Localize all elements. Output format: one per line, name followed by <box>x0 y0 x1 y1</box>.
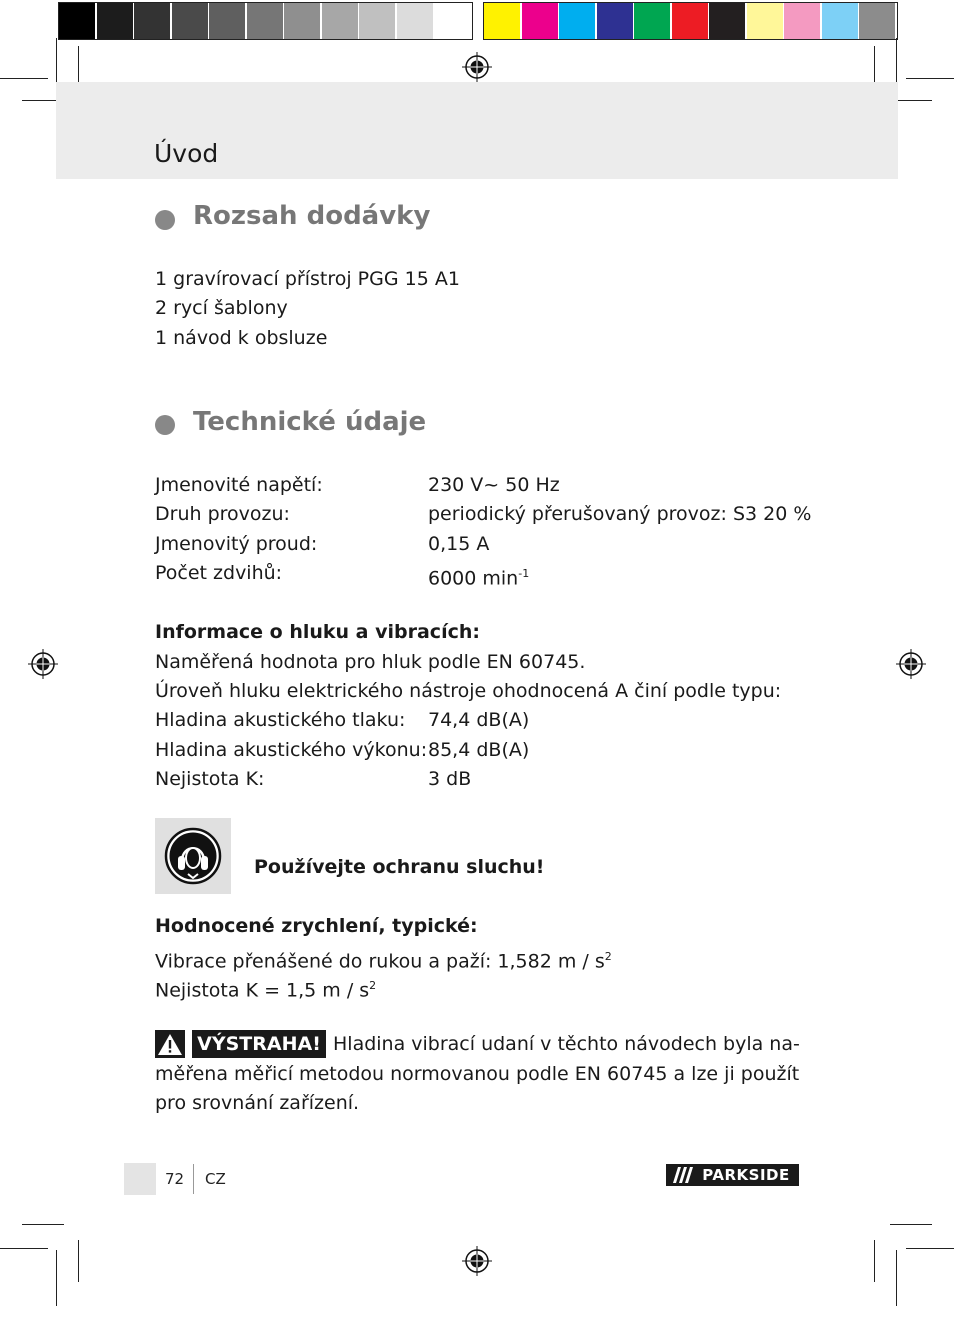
crop-mark <box>874 1240 875 1282</box>
spec-value: periodický přerušovaný provoz: S3 20 % <box>428 503 812 525</box>
ear-protection-icon <box>155 818 231 894</box>
list-item: 1 gravírovací přístroj PGG 15 A1 <box>155 268 460 290</box>
registration-mark-icon <box>462 52 492 82</box>
list-item: 1 návod k obsluze <box>155 327 328 349</box>
page-number: 72 <box>165 1170 185 1188</box>
ear-protection-box <box>155 818 231 894</box>
crop-mark <box>896 38 897 82</box>
language-code: CZ <box>205 1170 226 1188</box>
section-title-scope: Rozsah dodávky <box>193 201 431 231</box>
parkside-logo <box>666 1164 799 1186</box>
registration-mark-icon <box>896 649 926 679</box>
crop-mark <box>0 1248 48 1249</box>
color-swatch <box>672 3 708 39</box>
spec-value: 0,15 A <box>428 533 490 555</box>
color-swatch <box>134 3 170 39</box>
ear-protection-text: Používejte ochranu sluchu! <box>254 856 545 878</box>
spec-label: Jmenovitý proud: <box>155 533 318 555</box>
crop-mark <box>896 1250 897 1306</box>
color-swatch <box>559 3 595 39</box>
vibration-text <box>155 971 376 1006</box>
color-swatch <box>634 3 670 39</box>
crop-mark <box>0 78 48 79</box>
warning-text: Hladina vibrací udaní v těchto návodech byla na- <box>333 1033 800 1055</box>
color-swatch <box>434 3 470 39</box>
warning-text: měřena měřicí metodou normovanou podle EN 60745 a lze ji použít <box>155 1063 800 1085</box>
color-swatch <box>209 3 245 39</box>
warning-text: pro srovnání zařízení. <box>155 1092 360 1114</box>
color-swatch <box>397 3 433 39</box>
crop-mark <box>906 1248 954 1249</box>
spec-value-sup: -1 <box>518 567 530 580</box>
color-swatch <box>247 3 283 39</box>
warning-label: VÝSTRAHA! <box>192 1030 326 1058</box>
vibration-text-main: Vibrace přenášené do rukou a paží: 1,582 m / s <box>155 950 605 973</box>
vibration-text-sup: 2 <box>604 950 612 963</box>
crop-mark <box>78 1240 79 1282</box>
color-swatch <box>97 3 133 39</box>
list-item: 2 rycí šablony <box>155 297 288 319</box>
process-color-bar <box>483 2 898 40</box>
logo-wordmark: PARKSIDE <box>702 1166 790 1184</box>
crop-mark <box>22 1224 64 1225</box>
grayscale-color-bar <box>58 2 473 40</box>
footer-divider <box>193 1164 194 1194</box>
crop-mark <box>890 1224 932 1225</box>
color-swatch <box>172 3 208 39</box>
color-swatch <box>59 3 95 39</box>
spec-label: Jmenovité napětí: <box>155 474 323 496</box>
warning-triangle-icon <box>155 1030 185 1058</box>
noise-heading: Informace o hluku a vibracích: <box>155 621 480 643</box>
noise-text: Naměřená hodnota pro hluk podle EN 60745. <box>155 651 586 673</box>
color-swatch <box>484 3 520 39</box>
section-bullet <box>155 210 175 230</box>
color-swatch <box>322 3 358 39</box>
spec-value: 230 V~ 50 Hz <box>428 474 560 496</box>
noise-value: 85,4 dB(A) <box>428 739 530 761</box>
vibration-heading: Hodnocené zrychlení, typické: <box>155 915 478 937</box>
crop-mark <box>56 38 57 82</box>
spec-value-text: 6000 min <box>428 567 519 590</box>
color-swatch <box>522 3 558 39</box>
section-title-tech: Technické údaje <box>193 407 427 437</box>
page-title: Úvod <box>154 139 219 168</box>
noise-value: 3 dB <box>428 768 472 790</box>
footer-page-box <box>124 1163 156 1195</box>
noise-label: Hladina akustického výkonu: <box>155 739 428 761</box>
logo-stripes-icon <box>670 1167 694 1183</box>
color-swatch <box>859 3 895 39</box>
noise-label: Hladina akustického tlaku: <box>155 709 406 731</box>
color-swatch <box>822 3 858 39</box>
spec-label: Počet zdvihů: <box>155 562 283 584</box>
registration-mark-icon <box>28 649 58 679</box>
color-swatch <box>359 3 395 39</box>
vibration-text-sup: 2 <box>369 979 377 992</box>
noise-label: Nejistota K: <box>155 768 265 790</box>
spec-label: Druh provozu: <box>155 503 290 525</box>
registration-mark-icon <box>462 1246 492 1276</box>
vibration-text-main: Nejistota K = 1,5 m / s <box>155 979 370 1002</box>
color-swatch <box>747 3 783 39</box>
section-bullet <box>155 415 175 435</box>
color-swatch <box>709 3 745 39</box>
color-swatch <box>284 3 320 39</box>
color-swatch <box>597 3 633 39</box>
noise-value: 74,4 dB(A) <box>428 709 530 731</box>
noise-text: Úroveň hluku elektrického nástroje ohodnocená A činí podle typu: <box>155 680 782 702</box>
crop-mark <box>906 78 954 79</box>
color-swatch <box>784 3 820 39</box>
spec-value <box>428 559 529 594</box>
crop-mark <box>56 1250 57 1306</box>
